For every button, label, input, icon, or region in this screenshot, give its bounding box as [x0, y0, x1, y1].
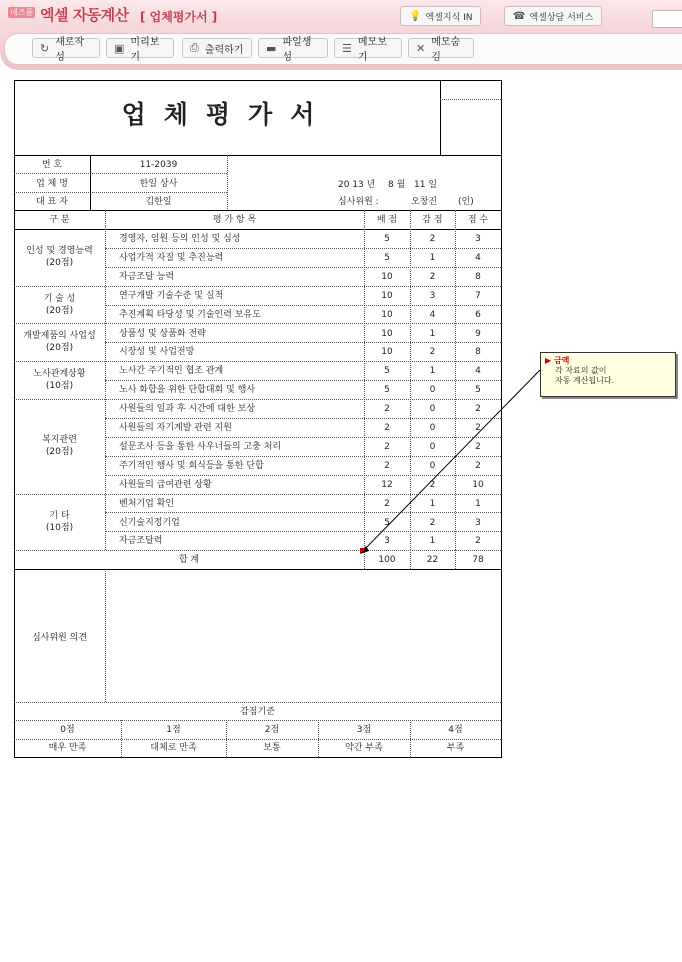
- evaluation-item: 시장성 및 사업전망: [119, 347, 195, 358]
- total-cell: 4: [475, 366, 481, 377]
- category-points: (20점): [45, 258, 74, 268]
- category-points: (20점): [45, 447, 74, 457]
- criteria-point: 0점: [60, 725, 75, 735]
- total-cell: 8: [475, 271, 481, 282]
- preview-icon: ▣: [114, 41, 125, 55]
- header-total: 점 수: [467, 215, 489, 225]
- evaluation-item: 주기적인 행사 및 회식등을 통한 단합: [119, 460, 264, 471]
- evaluation-item: 자금조달 능력: [119, 271, 175, 282]
- total-cell: 5: [475, 385, 481, 396]
- brand-badge: 네즈폼: [10, 8, 34, 17]
- number-label: 번 호: [41, 160, 63, 170]
- score-cell: 5: [384, 517, 390, 528]
- evaluation-item: 사원들의 자기계발 관련 지원: [119, 423, 232, 433]
- total-cell: 2: [475, 460, 481, 471]
- evaluation-item: 신기술지정기업: [119, 517, 180, 528]
- toolbar-button-label: 새로작성: [55, 37, 85, 63]
- deduct-cell: 0: [429, 385, 436, 396]
- memo-line-2: 자동 계산됩니다.: [555, 376, 615, 385]
- category-name: 개발제품의 사업성: [23, 331, 96, 341]
- category-name: 노사관계상황: [33, 369, 86, 379]
- total-cell: 2: [475, 441, 481, 452]
- sum-total: 78: [472, 555, 484, 565]
- category-name: 인성 및 경영능력: [26, 246, 93, 256]
- deduct-cell: 0: [429, 441, 436, 452]
- sum-deduct: 22: [426, 555, 439, 565]
- score-cell: 5: [384, 252, 390, 263]
- date-year: 20 13 년: [338, 180, 376, 190]
- deduct-cell: 1: [429, 366, 436, 377]
- total-cell: 4: [475, 252, 481, 263]
- memo-icon: ☰: [342, 41, 352, 55]
- score-cell: 3: [384, 536, 390, 547]
- criteria-title: 감점기준: [240, 707, 275, 717]
- total-cell: 9: [475, 328, 481, 339]
- evaluation-item: 벤처기업 확인: [119, 498, 175, 509]
- hide-memo-icon: ✕: [416, 41, 426, 55]
- print-icon: ⎙: [190, 41, 199, 54]
- evaluator-name: 오창진: [411, 197, 438, 207]
- deduct-cell: 2: [429, 234, 436, 244]
- sum-score: 100: [378, 555, 396, 565]
- excel-consult-label: 엑셀상담 서비스: [529, 12, 594, 23]
- header-deduct: 감 점: [422, 215, 443, 225]
- category-name: 기 타: [49, 511, 70, 521]
- score-cell: 2: [384, 404, 390, 415]
- deduct-cell: 1: [429, 536, 436, 547]
- score-cell: 5: [384, 366, 390, 377]
- score-cell: 12: [381, 479, 393, 490]
- header-score: 배 점: [376, 215, 398, 225]
- deduct-cell: 2: [429, 271, 436, 282]
- criteria-point: 2점: [264, 725, 280, 735]
- evaluation-item: 사원들의 급여관련 상황: [119, 479, 212, 490]
- total-cell: 1: [475, 498, 481, 509]
- category-points: (20점): [45, 343, 74, 353]
- date-day: 11 일: [414, 180, 438, 190]
- evaluation-item: 사원들의 일과 후 시간에 대한 보상: [119, 404, 256, 415]
- date-month: 8 월: [388, 180, 406, 190]
- evaluation-item: 경영자, 임원 등의 인성 및 심성: [119, 234, 241, 244]
- category-name: 기 술 성: [43, 294, 76, 304]
- total-cell: 8: [475, 347, 481, 358]
- score-cell: 10: [381, 290, 393, 301]
- deduct-cell: 0: [429, 404, 436, 415]
- memo-pointer-line: [364, 370, 540, 550]
- company-label: 업 체 명: [36, 179, 68, 189]
- criteria-label: 약간 부족: [345, 743, 383, 753]
- evaluation-item: 추진계획 타당성 및 기술인력 보유도: [119, 309, 261, 320]
- toolbar-button-label: 메모숨김: [431, 37, 461, 63]
- score-cell: 10: [381, 347, 393, 358]
- opinion-label: 심사위원 의견: [31, 633, 88, 643]
- criteria-label: 부족: [446, 743, 465, 753]
- score-cell: 10: [381, 328, 393, 339]
- document-tag: [ 업체평가서 ]: [140, 10, 218, 24]
- memo-title: 금액: [553, 356, 570, 365]
- criteria-label: 보통: [263, 743, 281, 753]
- toolbar-button-label: 미리보기: [130, 37, 160, 63]
- evaluation-item: 자금조달력: [119, 536, 163, 547]
- rep-value: 김한일: [145, 197, 172, 207]
- score-cell: 10: [381, 271, 393, 282]
- total-cell: 3: [475, 234, 481, 244]
- total-cell: 2: [475, 536, 481, 547]
- toolbar-button-label: 메모보기: [357, 37, 387, 63]
- total-cell: 3: [475, 517, 481, 528]
- company-value: 한일 상사: [139, 179, 178, 189]
- deduct-cell: 0: [429, 423, 436, 433]
- score-cell: 2: [384, 498, 390, 509]
- score-cell: 2: [384, 423, 390, 433]
- total-cell: 10: [472, 479, 484, 490]
- criteria-label: 대체로 만족: [150, 743, 197, 753]
- score-cell: 2: [384, 460, 390, 471]
- criteria-point: 1점: [166, 725, 181, 735]
- evaluation-item: 사업가적 자질 및 추진능력: [119, 252, 224, 263]
- score-cell: 5: [384, 234, 390, 244]
- deduct-cell: 1: [429, 328, 436, 339]
- evaluator-label: 심사위원 :: [338, 197, 379, 207]
- evaluation-item: 노사간 주기적인 협조 관계: [119, 366, 224, 377]
- app-title: 엑셀 자동계산: [40, 6, 129, 24]
- category-points: (20점): [45, 306, 74, 316]
- evaluation-item: 설문조사 등을 통한 사우너들의 고충 처리: [119, 441, 282, 452]
- memo-line-1: 각 자료의 값이: [555, 366, 607, 375]
- seal-text: (인): [458, 197, 474, 207]
- refresh-icon: ↻: [40, 41, 50, 55]
- memo-title-arrow: ▶: [545, 356, 554, 365]
- evaluation-item: 상품성 및 상품화 전략: [119, 328, 206, 339]
- toolbar-button-label: 파일생성: [282, 37, 312, 63]
- toolbar-button-label: 출력하기: [204, 44, 244, 56]
- score-cell: 5: [384, 385, 390, 396]
- phone-icon: ☎: [513, 10, 526, 22]
- deduct-cell: 2: [429, 517, 436, 528]
- folder-icon: ▬: [266, 41, 277, 55]
- deduct-cell: 2: [429, 479, 436, 490]
- deduct-cell: 1: [429, 252, 436, 263]
- rep-label: 대 표 자: [36, 197, 68, 207]
- criteria-point: 4점: [448, 725, 463, 735]
- score-cell: 2: [384, 441, 390, 452]
- sum-label: 합 계: [178, 555, 200, 565]
- criteria-label: 매우 만족: [48, 743, 87, 753]
- total-cell: 2: [475, 423, 481, 433]
- deduct-cell: 4: [429, 309, 436, 320]
- form-title: 업체평가서: [121, 100, 333, 129]
- total-cell: 7: [475, 290, 481, 301]
- score-cell: 10: [381, 309, 393, 320]
- deduct-cell: 1: [429, 498, 436, 509]
- excel-knowledge-label: 엑셀지식 IN: [425, 12, 473, 23]
- category-points: (10점): [45, 381, 74, 391]
- deduct-cell: 2: [429, 347, 436, 358]
- header-item: 평 가 항 목: [212, 215, 257, 225]
- number-value: 11-2039: [139, 160, 178, 170]
- criteria-point: 3점: [356, 725, 372, 735]
- category-name: 복지관련: [42, 435, 77, 445]
- deduct-cell: 0: [429, 460, 436, 471]
- total-cell: 6: [475, 309, 481, 320]
- evaluation-item: 연구개발 기술수준 및 실적: [119, 290, 224, 301]
- deduct-cell: 3: [429, 290, 436, 301]
- evaluation-item: 노사 화합을 위한 단합대회 및 행사: [119, 385, 256, 396]
- category-points: (10점): [45, 523, 74, 533]
- header-category: 구 분: [49, 215, 70, 225]
- bulb-icon: 💡: [409, 10, 422, 22]
- total-cell: 2: [475, 404, 481, 415]
